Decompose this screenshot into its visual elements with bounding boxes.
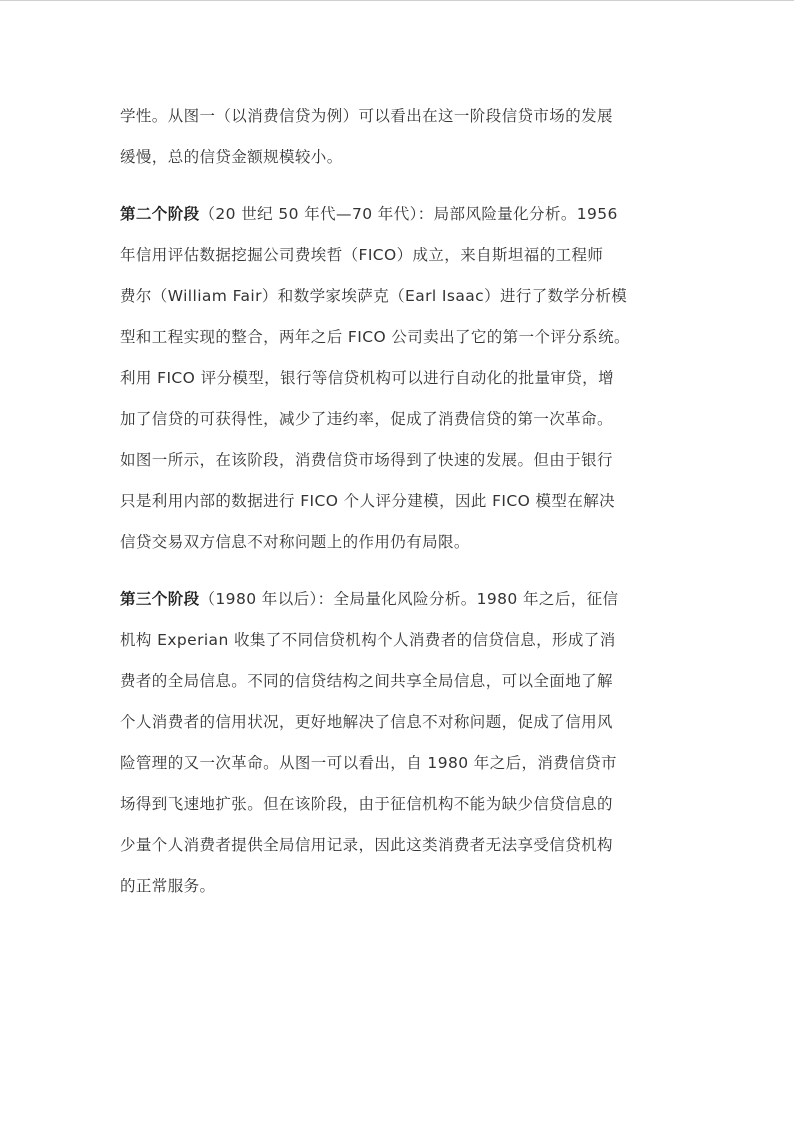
text-line: 缓慢，总的信贷金额规模较小。 [120, 148, 343, 166]
stage-2-intro: （20 世纪 50 年代—70 年代）：局部风险量化分析。1956 [199, 205, 618, 223]
text-line: 年信用评估数据挖掘公司费埃哲（FICO）成立，来自斯坦福的工程师 [120, 246, 604, 264]
text-line: 机构 Experian 收集了不同信贷机构个人消费者的信贷信息，形成了消 [120, 631, 616, 649]
text-line: 的正常服务。 [120, 877, 216, 895]
text-line: 个人消费者的信用状况，更好地解决了信息不对称问题，促成了信用风 [120, 713, 613, 731]
text-line: 只是利用内部的数据进行 FICO 个人评分建模，因此 FICO 模型在解决 [120, 492, 616, 510]
text-line: 信贷交易双方信息不对称问题上的作用仍有局限。 [120, 533, 470, 551]
text-line: 型和工程实现的整合，两年之后 FICO 公司卖出了它的第一个评分系统。 [120, 328, 630, 346]
text-line: 学性。从图一（以消费信贷为例）可以看出在这一阶段信贷市场的发展 [120, 107, 613, 125]
text-line: 费尔（William Fair）和数学家埃萨克（Earl Isaac）进行了数学分析模 [120, 287, 628, 305]
text-line: 加了信贷的可获得性，减少了违约率，促成了消费信贷的第一次革命。 [120, 410, 613, 428]
paragraph-2 [120, 194, 676, 563]
text-line: 费者的全局信息。不同的信贷结构之间共享全局信息，可以全面地了解 [120, 672, 613, 690]
paragraph-spacer [120, 178, 676, 194]
stage-3-intro: （1980 年以后）：全局量化风险分析。1980 年之后，征信 [199, 590, 619, 608]
paragraph-1 [120, 96, 676, 178]
text-line: 利用 FICO 评分模型，银行等信贷机构可以进行自动化的批量审贷，增 [120, 369, 614, 387]
text-line [120, 579, 676, 620]
paragraph-3 [120, 579, 676, 907]
document-body [120, 96, 676, 907]
stage-3-heading: 第三个阶段 [120, 590, 200, 608]
text-line: 少量个人消费者提供全局信用记录，因此这类消费者无法享受信贷机构 [120, 836, 613, 854]
text-line: 险管理的又一次革命。从图一可以看出，自 1980 年之后，消费信贷市 [120, 754, 617, 772]
text-line [120, 194, 676, 235]
text-line: 如图一所示，在该阶段，消费信贷市场得到了快速的发展。但由于银行 [120, 451, 613, 469]
stage-2-heading: 第二个阶段 [120, 205, 200, 223]
top-border-line [0, 0, 794, 1]
paragraph-spacer [120, 563, 676, 579]
text-line: 场得到飞速地扩张。但在该阶段，由于征信机构不能为缺少信贷信息的 [120, 795, 613, 813]
